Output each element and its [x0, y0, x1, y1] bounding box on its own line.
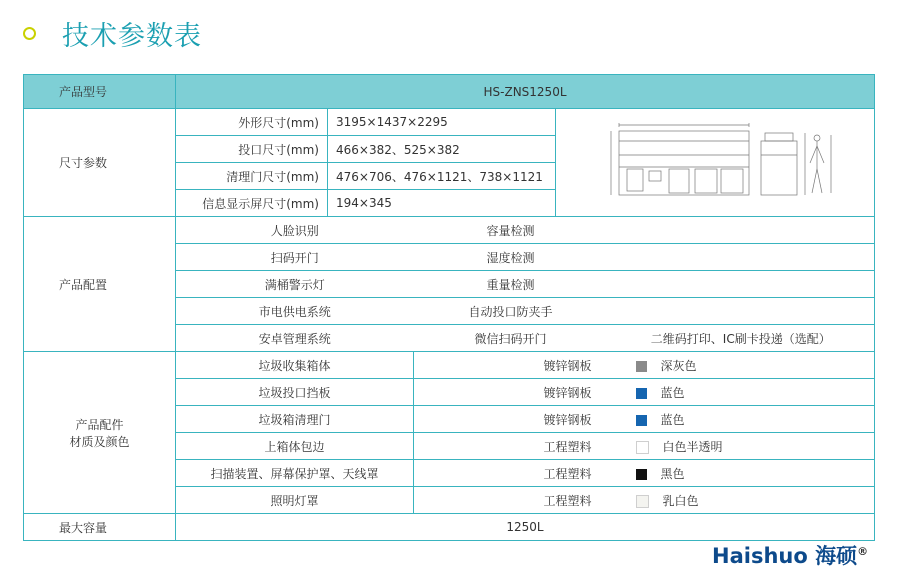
part-name: 垃圾投口挡板 [176, 379, 414, 406]
part-color-cell [608, 487, 875, 514]
table-row-capacity [24, 514, 875, 541]
product-diagram [556, 109, 875, 217]
page-title: 技术参数表 [62, 21, 202, 52]
table-row-config [24, 217, 875, 244]
config-label: 产品配置 [24, 217, 176, 352]
part-material: 镀锌钢板 [414, 352, 608, 379]
config-item: 人脸识别 [176, 217, 414, 244]
color-swatch [636, 469, 647, 480]
config-item [608, 298, 875, 325]
config-item [608, 271, 875, 298]
part-color: 乳白色 [662, 493, 699, 508]
parts-label-line1: 产品配件 [75, 417, 124, 432]
part-color-cell [608, 433, 875, 460]
part-color: 蓝色 [660, 385, 685, 400]
color-swatch [636, 415, 647, 426]
size-name: 清理门尺寸(mm) [176, 163, 328, 190]
product-drawing-icon [559, 111, 871, 211]
config-item [608, 217, 875, 244]
part-color: 黑色 [660, 466, 685, 481]
bullet-icon [23, 27, 36, 40]
part-name: 垃圾收集箱体 [176, 352, 414, 379]
config-item: 自动投口防夹手 [414, 298, 608, 325]
part-name: 扫描装置、屏幕保护罩、天线罩 [176, 460, 414, 487]
size-label: 尺寸参数 [24, 109, 176, 217]
size-value: 3195×1437×2295 [328, 109, 556, 136]
config-item: 微信扫码开门 [414, 325, 608, 352]
registered-mark: ® [857, 545, 869, 558]
part-material: 镀锌钢板 [414, 379, 608, 406]
table-row-size [24, 109, 875, 136]
part-color: 深灰色 [660, 358, 697, 373]
parts-label-line2: 材质及颜色 [69, 434, 130, 449]
config-item: 满桶警示灯 [176, 271, 414, 298]
capacity-label: 最大容量 [24, 514, 176, 541]
part-color-cell [608, 460, 875, 487]
spec-table [23, 74, 875, 541]
part-material: 镀锌钢板 [414, 406, 608, 433]
part-material: 工程塑料 [414, 460, 608, 487]
part-material: 工程塑料 [414, 487, 608, 514]
size-name: 信息显示屏尺寸(mm) [176, 190, 328, 217]
part-color-cell [608, 379, 875, 406]
model-label: 产品型号 [24, 75, 176, 109]
config-item: 市电供电系统 [176, 298, 414, 325]
config-item: 扫码开门 [176, 244, 414, 271]
table-row-part [24, 352, 875, 379]
color-swatch [636, 388, 647, 399]
part-color-cell [608, 352, 875, 379]
color-swatch [636, 361, 647, 372]
part-color-cell [608, 406, 875, 433]
size-value: 476×706、476×1121、738×1121 [328, 163, 556, 190]
config-item: 二维码打印、IC刷卡投递（选配） [608, 325, 875, 352]
model-value: HS-ZNS1250L [176, 75, 875, 109]
part-material: 工程塑料 [414, 433, 608, 460]
config-item: 重量检测 [414, 271, 608, 298]
size-name: 外形尺寸(mm) [176, 109, 328, 136]
part-name: 上箱体包边 [176, 433, 414, 460]
part-name: 照明灯罩 [176, 487, 414, 514]
size-name: 投口尺寸(mm) [176, 136, 328, 163]
part-color: 蓝色 [660, 412, 685, 427]
color-swatch [636, 495, 649, 508]
size-value: 466×382、525×382 [328, 136, 556, 163]
part-name: 垃圾箱清理门 [176, 406, 414, 433]
brand-name: Haishuo 海硕 [712, 544, 858, 568]
capacity-value: 1250L [176, 514, 875, 541]
table-row-model [24, 75, 875, 109]
color-swatch [636, 441, 649, 454]
size-value: 194×345 [328, 190, 556, 217]
config-item [608, 244, 875, 271]
part-color: 白色半透明 [662, 439, 723, 454]
config-item: 容量检测 [414, 217, 608, 244]
config-item: 安卓管理系统 [176, 325, 414, 352]
parts-label [24, 352, 176, 514]
brand-logo [712, 540, 868, 570]
config-item: 湿度检测 [414, 244, 608, 271]
